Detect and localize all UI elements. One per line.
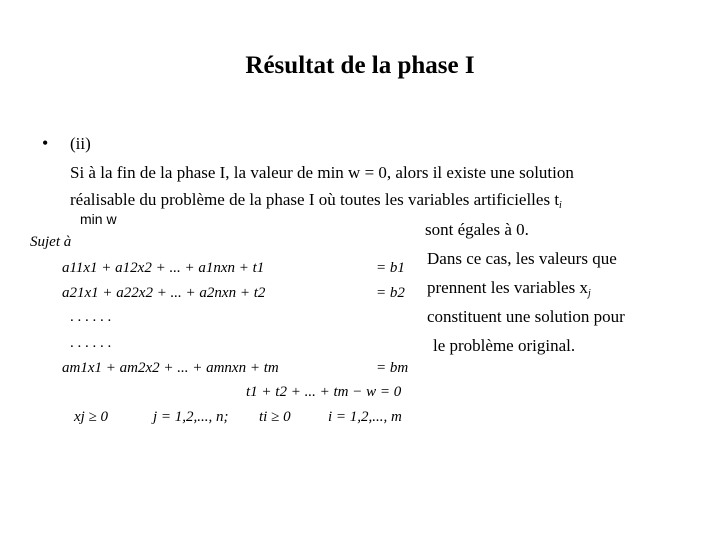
text-line-2 [70, 190, 562, 211]
text-line-3: sont égales à 0. [425, 220, 529, 239]
text-line-1: Si à la fin de la phase I, la valeur de min w = 0, alors il existe une solution [70, 163, 574, 182]
text-line-5 [427, 278, 591, 299]
constraint-row-m-rhs: = bm [376, 360, 409, 376]
bullet-icon: • [42, 133, 49, 153]
text-line-7: le problème original. [433, 336, 576, 355]
subject-to-label: Sujet à [30, 234, 72, 250]
slide-title: Résultat de la phase I [245, 52, 475, 79]
index-range-j: j = 1,2,..., n; [153, 409, 229, 425]
text-line-5-main: prennent les variables x [427, 278, 588, 297]
text-line-5-subscript: j [587, 288, 591, 299]
objective-min-w: min w [80, 211, 117, 227]
constraint-row-2-rhs: = b2 [376, 285, 405, 301]
dots-row-2: . . . . . . [70, 335, 112, 351]
constraint-row-m: am1x1 + am2x2 + ... + amnxn + tm [62, 360, 279, 376]
constraint-row-1-rhs: = b1 [376, 260, 405, 276]
index-range-i: i = 1,2,..., m [328, 409, 402, 425]
constraint-row-2: a21x1 + a22x2 + ... + a2nxn + t2 [62, 285, 266, 301]
text-line-2-main: réalisable du problème de la phase I où toutes les variables artificielles t [70, 190, 560, 209]
constraint-row-1: a11x1 + a12x2 + ... + a1nxn + t1 [62, 260, 265, 276]
artificial-sum-row: t1 + t2 + ... + tm − w = 0 [246, 384, 402, 400]
nonneg-t: ti ≥ 0 [259, 409, 291, 425]
dots-row-1: . . . . . . [70, 309, 112, 325]
item-label: (ii) [70, 134, 91, 153]
text-line-2-subscript: i [559, 200, 562, 211]
nonneg-x: xj ≥ 0 [74, 409, 109, 425]
text-line-4: Dans ce cas, les valeurs que [427, 249, 617, 268]
text-line-6: constituent une solution pour [427, 307, 625, 326]
